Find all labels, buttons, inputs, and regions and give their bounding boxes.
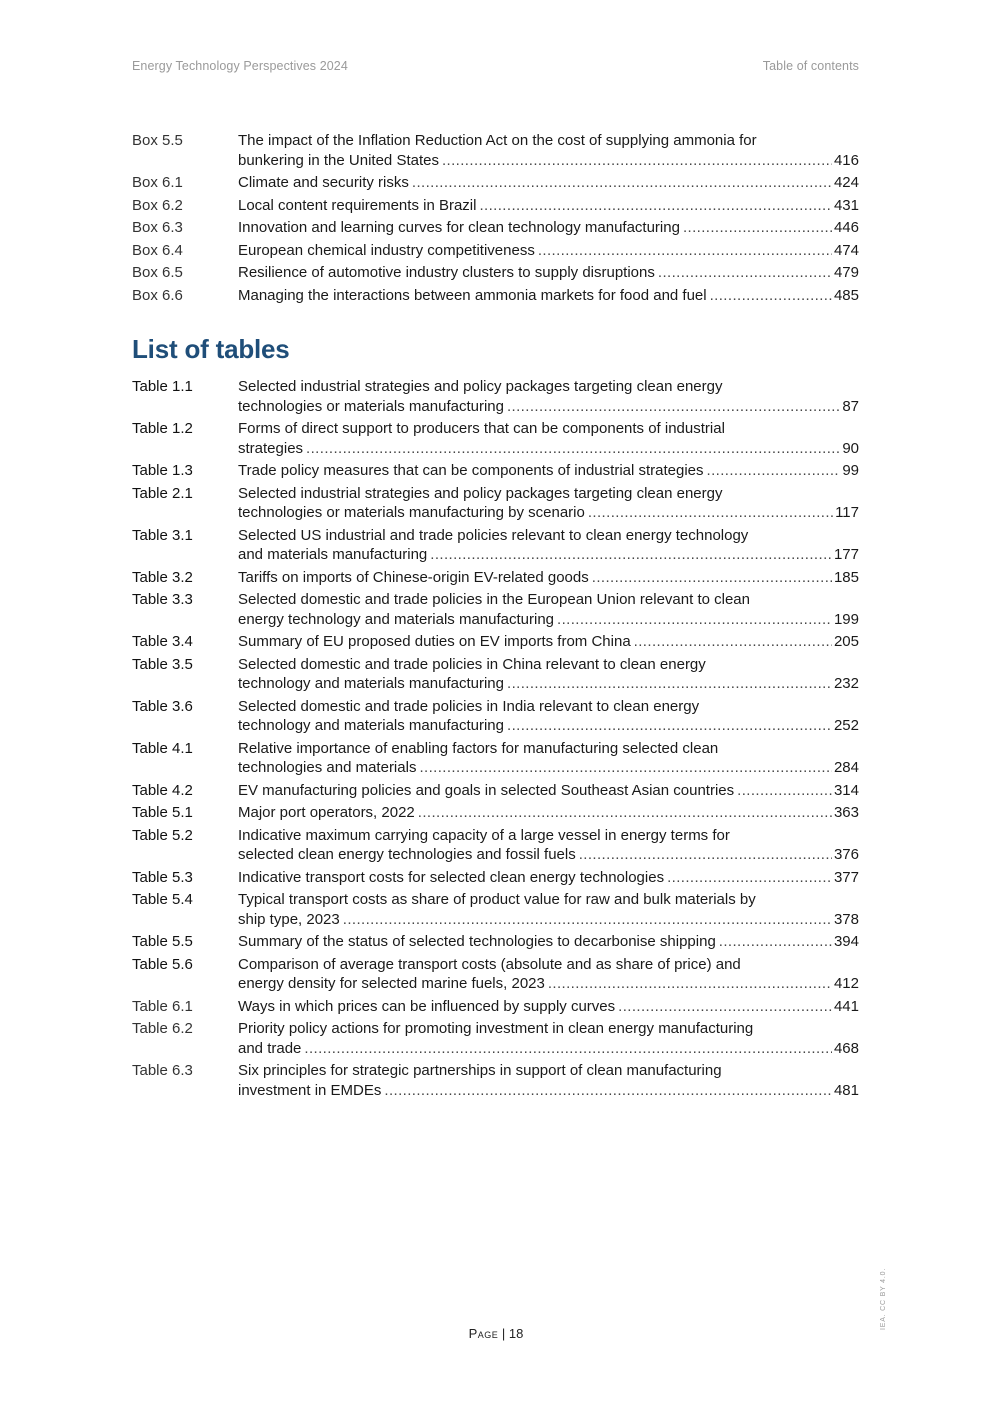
table-entry-page-number: 363 [833,804,859,821]
box-entry-title-line: Managing the interactions between ammonia markets for food and fuel [238,286,707,304]
table-entry[interactable] [132,932,859,952]
table-entry-title-line: technologies or materials manufacturing by scenario [238,504,585,521]
table-entry-label: Table 6.1 [132,997,193,1015]
box-entry[interactable] [132,173,859,193]
box-entry-title-line: European chemical industry competitiveness [238,241,535,259]
table-entry-page-number: 199 [833,610,859,628]
page-word: Page [468,1326,499,1341]
table-entry-title-line: Summary of EU proposed duties on EV imports from China [238,633,631,650]
table-entry[interactable] [132,697,859,736]
box-entry-page-number: 424 [833,174,859,191]
dot-leader [430,545,832,565]
table-entry-title [238,632,859,652]
table-entry[interactable] [132,1061,859,1100]
license-watermark: IEA. CC BY 4.0. [880,1267,887,1330]
table-entry-title-line: EV manufacturing policies and goals in selected Southeast Asian countries [238,781,735,799]
table-entry[interactable] [132,781,859,801]
dot-leader [538,241,832,261]
table-entry-title [238,826,859,865]
box-entry-title [238,263,859,283]
table-entry-title-line: Priority policy actions for promoting investment in clean energy manufacturing [238,1020,754,1037]
table-entry-title [238,655,859,694]
dot-leader [719,932,832,952]
table-entry-title [238,377,859,416]
table-entry-page-number: 481 [833,1081,859,1099]
table-entry[interactable] [132,826,859,865]
box-entry-title [238,286,859,306]
box-entry-title-line: Innovation and learning curves for clean technology manufacturing [238,219,680,236]
table-entry-title [238,484,859,523]
table-entry-title-line: technology and materials manufacturing [238,675,504,692]
table-entry-title-line: Selected domestic and trade policies in India relevant to clean energy [238,697,700,715]
box-entry-page-number: 431 [833,196,859,214]
box-entry[interactable] [132,131,859,170]
table-entry-page-number: 177 [833,546,859,563]
table-entry[interactable] [132,461,859,481]
table-entry-title-line: Selected US industrial and trade policies relevant to clean energy technology [238,526,749,544]
table-entry-page-number: 412 [833,975,859,992]
dot-leader [707,461,841,481]
table-entry[interactable] [132,526,859,565]
table-entry[interactable] [132,484,859,523]
dot-leader [419,758,832,778]
table-entry-label: Table 1.1 [132,378,193,395]
table-entry[interactable] [132,803,859,823]
table-entry-page-number: 87 [842,397,859,415]
page-footer [0,1326,992,1341]
box-entry-label: Box 5.5 [132,132,183,149]
table-entry-title [238,568,859,588]
table-entry[interactable] [132,590,859,629]
box-entry-label: Box 6.4 [132,241,183,259]
table-entry-title [238,1061,859,1100]
table-entry[interactable] [132,419,859,458]
table-entry-title-line: Major port operators, 2022 [238,804,415,821]
dot-leader [479,196,832,216]
box-entry[interactable] [132,241,859,261]
dot-leader [710,286,832,306]
box-entry[interactable] [132,218,859,238]
dot-leader [634,632,832,652]
table-entry-page-number: 378 [833,910,859,928]
table-entry-title-line: Selected industrial strategies and policy packages targeting clean energy [238,484,723,502]
box-entry-title-line: Resilience of automotive industry clusters to supply disruptions [238,264,655,281]
dot-leader [667,868,832,888]
dot-leader [658,263,832,283]
dot-leader [343,910,832,930]
table-entry-page-number: 468 [833,1039,859,1057]
table-entry-label: Table 4.1 [132,739,193,757]
dot-leader [737,781,832,801]
table-entry[interactable] [132,997,859,1017]
table-entry-title-line: Selected domestic and trade policies in the European Union relevant to clean [238,591,750,608]
table-entry-title-line: Selected industrial strategies and policy packages targeting clean energy [238,378,723,395]
table-entry-page-number: 185 [833,568,859,586]
dot-leader [304,1039,832,1059]
table-entry-label: Table 3.4 [132,633,193,650]
table-entry[interactable] [132,377,859,416]
table-entry-title-line: Selected domestic and trade policies in China relevant to clean energy [238,655,706,673]
table-entry-page-number: 377 [833,868,859,886]
table-entry-title-line: Tariffs on imports of Chinese-origin EV-related goods [238,568,589,586]
dot-leader [442,151,832,171]
box-entry-page-number: 485 [833,286,859,304]
table-entry-label: Table 5.2 [132,826,193,844]
box-entry-title-line: bunkering in the United States [238,151,439,169]
box-entry-title [238,241,859,261]
table-entry-label: Table 1.3 [132,462,193,479]
table-entry-label: Table 3.6 [132,697,193,715]
table-entry-title-line: energy technology and materials manufacturing [238,610,555,628]
dot-leader [306,439,840,459]
box-entry[interactable] [132,286,859,306]
table-entry-title [238,932,859,952]
table-entry-title-line: energy density for selected marine fuels, 2023 [238,975,545,992]
box-entry-title [238,218,859,238]
table-entry-label: Table 6.2 [132,1020,193,1037]
table-entry[interactable] [132,890,859,929]
table-entry-title-line: and trade [238,1039,302,1057]
box-entry[interactable] [132,196,859,216]
table-entry-label: Table 5.3 [132,868,193,886]
table-entry-label: Table 3.5 [132,655,193,673]
dot-leader [683,218,832,238]
box-entry-title [238,131,859,170]
table-entry[interactable] [132,655,859,694]
table-entry-page-number: 314 [833,781,859,799]
table-entry-title [238,461,859,481]
table-entry-label: Table 2.1 [132,484,193,502]
table-entry-title-line: Forms of direct support to producers that can be components of industrial [238,420,725,437]
table-entry-label: Table 5.6 [132,955,193,973]
box-entry-title [238,196,859,216]
table-entry-title-line: Relative importance of enabling factors for manufacturing selected clean [238,739,719,757]
box-entry-label: Box 6.3 [132,219,183,236]
table-entry-title [238,739,859,778]
table-entry-title [238,781,859,801]
table-list [132,377,859,1100]
table-entry-title-line: Ways in which prices can be influenced by supply curves [238,997,616,1015]
running-header-section: Table of contents [762,59,859,73]
box-entry-title [238,173,859,193]
table-entry-title-line: Six principles for strategic partnerships in support of clean manufacturing [238,1062,722,1079]
dot-leader [507,674,832,694]
dot-leader [418,803,832,823]
section-heading-list-of-tables: List of tables [132,334,290,364]
table-entry-title-line: Indicative maximum carrying capacity of a large vessel in energy terms for [238,826,730,844]
page-separator: | [501,1326,506,1341]
running-header-title: Energy Technology Perspectives 2024 [132,59,348,73]
dot-leader [592,568,832,588]
table-entry-title-line: strategies [238,439,304,457]
table-entry-page-number: 90 [842,439,859,457]
box-entry-title-line: The impact of the Inflation Reduction Act on the cost of supplying ammonia for [238,132,757,149]
table-entry-label: Table 3.1 [132,526,193,544]
dot-leader [557,610,832,630]
table-entry-label: Table 5.4 [132,891,193,908]
table-entry-title-line: technologies or materials manufacturing [238,397,504,415]
table-entry-title [238,526,859,565]
table-entry-page-number: 441 [833,997,859,1015]
dot-leader [412,173,832,193]
table-entry-title [238,590,859,629]
table-entry-title [238,868,859,888]
table-entry-label: Table 6.3 [132,1062,193,1079]
table-entry-page-number: 232 [833,675,859,692]
box-entry-label: Box 6.2 [132,196,183,214]
table-entry-page-number: 394 [833,933,859,950]
table-entry[interactable] [132,1019,859,1058]
box-list [132,131,859,305]
table-entry-title-line: technology and materials manufacturing [238,717,504,734]
table-entry-label: Table 5.1 [132,804,193,821]
table-entry-page-number: 252 [833,717,859,734]
dot-leader [507,397,840,417]
box-entry-label: Box 6.6 [132,286,183,304]
table-entry-title-line: technologies and materials [238,759,417,776]
table-entry-label: Table 4.2 [132,781,193,799]
table-entry[interactable] [132,868,859,888]
table-entry[interactable] [132,739,859,778]
dot-leader [507,716,832,736]
box-entry-label: Box 6.5 [132,264,183,281]
table-entry-label: Table 3.2 [132,568,193,586]
dot-leader [548,974,832,994]
table-entry-page-number: 205 [833,633,859,650]
table-entry-title [238,419,859,458]
page-number: 18 [508,1326,524,1341]
box-entry[interactable] [132,263,859,283]
box-entry-page-number: 446 [833,219,859,236]
table-entry-title-line: Comparison of average transport costs (absolute and as share of price) and [238,955,741,973]
box-entry-page-number: 479 [833,264,859,281]
table-entry-title-line: Trade policy measures that can be components of industrial strategies [238,462,704,479]
dot-leader [618,997,832,1017]
table-entry-title [238,803,859,823]
table-entry[interactable] [132,955,859,994]
table-entry-title-line: investment in EMDEs [238,1081,382,1099]
table-entry-title [238,890,859,929]
table-entry-title [238,1019,859,1058]
box-entry-page-number: 474 [833,241,859,259]
table-entry-page-number: 99 [842,462,859,479]
table-entry-page-number: 284 [833,759,859,776]
table-entry-title-line: selected clean energy technologies and fossil fuels [238,846,576,863]
table-entry[interactable] [132,568,859,588]
box-entry-page-number: 416 [833,151,859,169]
box-entry-title-line: Climate and security risks [238,174,409,191]
table-entry-title [238,955,859,994]
table-entry-title-line: Summary of the status of selected technologies to decarbonise shipping [238,933,716,950]
table-entry-title-line: Indicative transport costs for selected clean energy technologies [238,868,665,886]
dot-leader [384,1081,832,1101]
table-entry-label: Table 5.5 [132,933,193,950]
box-entry-title-line: Local content requirements in Brazil [238,196,477,214]
table-entry-title-line: Typical transport costs as share of product value for raw and bulk materials by [238,891,756,908]
dot-leader [579,845,832,865]
table-entry-label: Table 3.3 [132,591,193,608]
table-entry-title [238,997,859,1017]
table-entry-title-line: and materials manufacturing [238,546,428,563]
table-entry-title-line: ship type, 2023 [238,910,340,928]
table-entry-page-number: 117 [835,504,859,521]
box-entry-label: Box 6.1 [132,174,183,191]
table-entry-title [238,697,859,736]
table-entry[interactable] [132,632,859,652]
dot-leader [588,503,833,523]
table-entry-page-number: 376 [833,846,859,863]
table-entry-label: Table 1.2 [132,420,193,437]
